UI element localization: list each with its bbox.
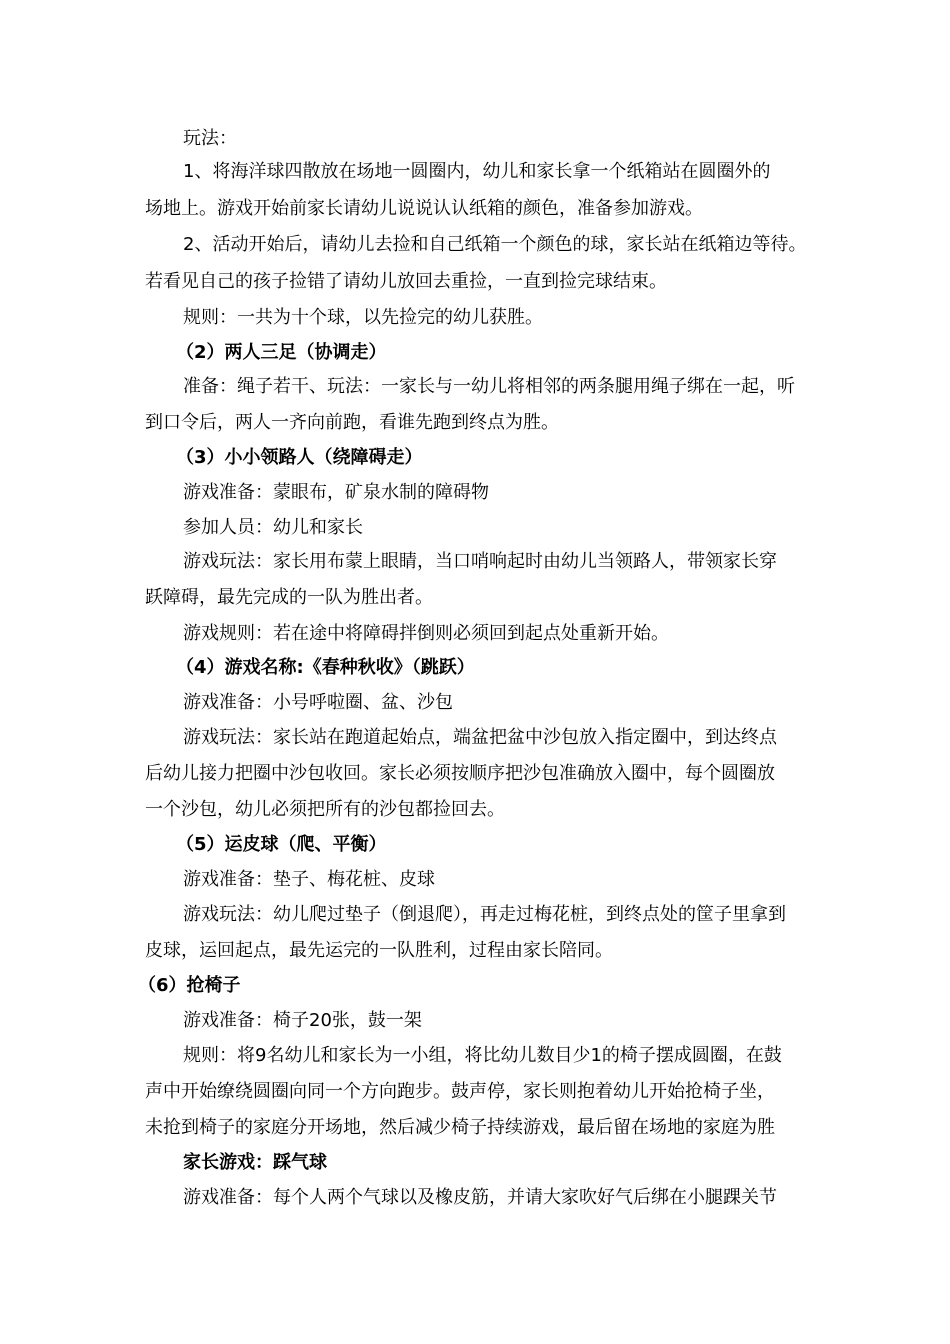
section-heading: （2）两人三足（协调走）: [176, 342, 387, 363]
text-line: 准备：绳子若干、玩法：一家长与一幼儿将相邻的两条腿用绳子绑在一起，听: [183, 376, 795, 397]
text-line: 皮球，运回起点，最先运完的一队胜利，过程由家长陪同。: [145, 940, 613, 961]
text-line: 参加人员：幼儿和家长: [183, 517, 363, 538]
text-line: 游戏准备：小号呼啦圈、盆、沙包: [183, 692, 453, 713]
text-line: 声中开始缭绕圆圈向同一个方向跑步。鼓声停，家长则抱着幼儿开始抢椅子坐，: [145, 1081, 775, 1102]
section-heading: （5）运皮球（爬、平衡）: [176, 834, 387, 855]
text-line: 1、将海洋球四散放在场地一圆圈内，幼儿和家长拿一个纸箱站在圆圈外的: [183, 161, 771, 182]
section-heading: （6）抢椅子: [138, 975, 241, 996]
text-line: 游戏准备：椅子20张，鼓一架: [183, 1010, 422, 1031]
text-line: 游戏玩法：家长用布蒙上眼睛，当口哨响起时由幼儿当领路人，带领家长穿: [183, 551, 777, 572]
text-line: 一个沙包，幼儿必须把所有的沙包都捡回去。: [145, 799, 505, 820]
text-line: 若看见自己的孩子捡错了请幼儿放回去重捡，一直到捡完球结束。: [145, 271, 667, 292]
section-heading: 家长游戏：踩气球: [183, 1152, 327, 1173]
text-line: 游戏玩法：幼儿爬过垫子（倒退爬），再走过梅花桩，到终点处的筐子里拿到: [183, 904, 786, 925]
section-heading: （3）小小领路人（绕障碍走）: [176, 447, 423, 468]
text-line: 场地上。游戏开始前家长请幼儿说说认认纸箱的颜色，准备参加游戏。: [145, 198, 703, 219]
text-line: 玩法：: [183, 128, 237, 149]
text-line: 后幼儿接力把圈中沙包收回。家长必须按顺序把沙包准确放入圈中，每个圆圈放: [145, 763, 775, 784]
text-line: 到口令后，两人一齐向前跑，看谁先跑到终点为胜。: [145, 412, 559, 433]
text-line: 2、活动开始后，请幼儿去捡和自己纸箱一个颜色的球，家长站在纸箱边等待。: [183, 234, 807, 255]
text-line: 跃障碍，最先完成的一队为胜出者。: [145, 587, 433, 608]
text-line: 游戏规则：若在途中将障碍拌倒则必须回到起点处重新开始。: [183, 623, 669, 644]
text-line: 游戏玩法：家长站在跑道起始点，端盆把盆中沙包放入指定圈中，到达终点: [183, 727, 777, 748]
text-line: 游戏准备：垫子、梅花桩、皮球: [183, 869, 435, 890]
text-line: 未抢到椅子的家庭分开场地，然后减少椅子持续游戏，最后留在场地的家庭为胜: [145, 1117, 775, 1138]
text-line: 规则：一共为十个球，以先捡完的幼儿获胜。: [183, 307, 543, 328]
text-line: 游戏准备：每个人两个气球以及橡皮筋，并请大家吹好气后绑在小腿踝关节: [183, 1187, 777, 1208]
section-heading: （4）游戏名称:《春种秋收》（跳跃）: [176, 657, 475, 678]
text-line: 游戏准备：蒙眼布，矿泉水制的障碍物: [183, 482, 489, 503]
text-line: 规则：将9名幼儿和家长为一小组，将比幼儿数目少1的椅子摆成圆圈，在鼓: [183, 1045, 782, 1066]
